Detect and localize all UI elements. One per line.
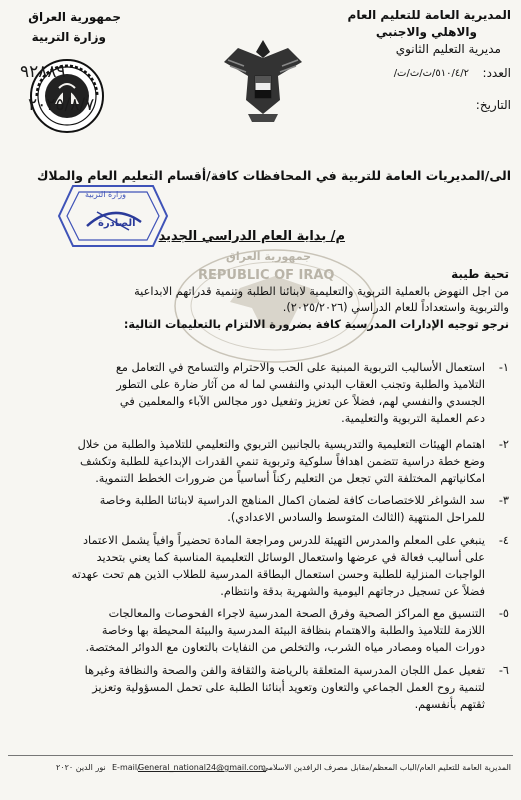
item-number: ١- <box>498 361 509 374</box>
watermark-text-ar: جمهورية العراق <box>226 250 311 263</box>
stamp-top-text: وزارة التربية <box>85 190 126 199</box>
iraq-eagle-emblem <box>218 30 308 130</box>
intro-line-2: والتربوية واستعداداً للعام الدراسي (٢٠٢٥/٢٠٢٦). <box>282 301 509 314</box>
item-4-line-1: ينبغي على المعلم والمدرس التهيئة للدرس ومراجعة المادة تحضيراً وافياً يشمل الاعتماد <box>83 534 485 547</box>
secondary-directorate: مديرية التعليم الثانوي <box>395 42 501 56</box>
item-4-line-4: فضلاً عن تسجيل درجاتهم اليومية والشهرية بدقة وانتظام. <box>220 585 485 598</box>
number-label: العدد: <box>482 66 511 80</box>
subject-line: م/ بداية العام الدراسي الجديد <box>158 229 345 244</box>
item-4-line-2: على أساليب فعالة في عرضها واستعمال الوسائل التعليمية المناسبة كما يعني بتحديد <box>96 551 485 564</box>
intro-line-1: من اجل النهوض بالعملية التربوية والتعليمية لابنائنا الطلبة وتنمية قدراتهم الابداعية <box>134 285 509 298</box>
item-1-line-1: استعمال الأساليب التربوية المبنية على الحب والاحترام والتسامح في التعامل مع <box>115 361 485 374</box>
item-number: ٤- <box>498 534 509 547</box>
footer-extra: نور الدين ٢٠٢٠ <box>56 763 106 772</box>
date-label: التاريخ: <box>475 98 511 112</box>
directorate-sub: والاهلي والاجنبي <box>375 25 477 39</box>
item-2-line-2: وضع خطة دراسية تتضمن اهدافاً سلوكية وتربوية تنمي القدرات الإبداعية للطلبة وتكشف <box>79 455 485 468</box>
item-1-line-2: التلاميذ والطلبة وتجنب العقاب البدني والنفسي لما له من آثار ضارة على التطور <box>116 378 485 391</box>
item-1-line-3: الجسدي والنفسي لهم، فضلاً عن تعزيز وتفعيل دور مجالس الآباء والمعلمين في <box>119 395 485 408</box>
number-handwritten: ٩٢٨٨٩ <box>20 62 66 82</box>
item-6-line-1: تفعيل عمل اللجان المدرسية المتعلقة بالرياضة والثقافة والفن والصحة والنظافة وغيرها <box>84 664 485 677</box>
item-number: ٢- <box>498 438 509 451</box>
item-number: ٣- <box>498 494 509 507</box>
item-number: ٦- <box>498 664 509 677</box>
item-5-line-3: دورات المياه ومصادر مياه الشرب، والتخلص من النفايات بالتعاون مع الدوائر المختصة. <box>85 641 485 654</box>
item-3-line-2: للمراحل المنتهية (الثالث المتوسط والسادس الاعدادي). <box>227 511 485 524</box>
item-4-line-3: الواجبات المنزلية للطلبة وحسن استعمال البطاقة المدرسية للطلاب الذين هم تحت عهدته <box>71 568 485 581</box>
footer-divider <box>8 755 513 756</box>
date-handwritten: ٢٠٢٥/٨/٧ <box>28 95 95 115</box>
footer-email-label: E-mail/ <box>112 763 140 772</box>
item-2-line-3: امكانياتهم المختلفة التي تجعل من التعليم ركناً أساسياً من ضرورات الخطط التنموية. <box>95 472 485 485</box>
item-5-line-2: اللازمة للتلاميذ والطلبة والاهتمام بنظافة البيئة المدرسية والبيئة المحيطة بها وخاصة <box>101 624 485 637</box>
stamp-center-text: الصادرة <box>98 218 136 229</box>
footer-address: المديرية العامة للتعليم العام/الباب المعظم/مقابل مصرف الرافدين الاسلامي <box>262 763 511 772</box>
intro-line-3: نرجو توجيه الإدارات المدرسية كافة بضرورة الالتزام بالتعليمات التالية: <box>123 318 509 331</box>
item-number: ٥- <box>498 607 509 620</box>
item-2-line-1: اهتمام الهيئات التعليمية والتدريسية بالجانبين التربوي والتعليمي للتلاميذ والطلبة من خلال <box>77 438 485 451</box>
footer-email: General_national24@gmail.com <box>138 763 266 772</box>
country-name: جمهورية العراق <box>28 10 121 24</box>
directorate-general: المديرية العامة للتعليم العام <box>347 8 511 22</box>
item-5-line-1: التنسيق مع المراكز الصحية وفرق الصحة المدرسية لاجراء الفحوصات والمعالجات <box>108 607 485 620</box>
item-3-line-1: سد الشواغر للاختصاصات كافة لضمان اكمال المناهج الدراسية لابنائنا الطلبة وخاصة <box>99 494 485 507</box>
number-printed: ٥١٠/٤/٢/ت/ث/ت/ <box>393 68 469 79</box>
ministry-name: وزارة التربية <box>31 30 106 44</box>
greeting: تحية طيبة <box>451 267 509 281</box>
addressee-line: الى/المديريات العامة للتربية في المحافظات كافة/أقسام التعليم العام والملاك <box>36 168 511 183</box>
item-6-line-2: لتنمية روح العمل الجماعي والتعاون وتعويد أبنائنا الطلبة على تحمل المسؤولية وتعزيز <box>92 681 485 694</box>
item-6-line-3: ثقتهم بأنفسهم. <box>414 698 485 711</box>
watermark-text-en: REPUBLIC OF IRAQ <box>198 268 335 283</box>
item-1-line-4: دعم العملية التربوية والتعليمية. <box>341 412 485 425</box>
